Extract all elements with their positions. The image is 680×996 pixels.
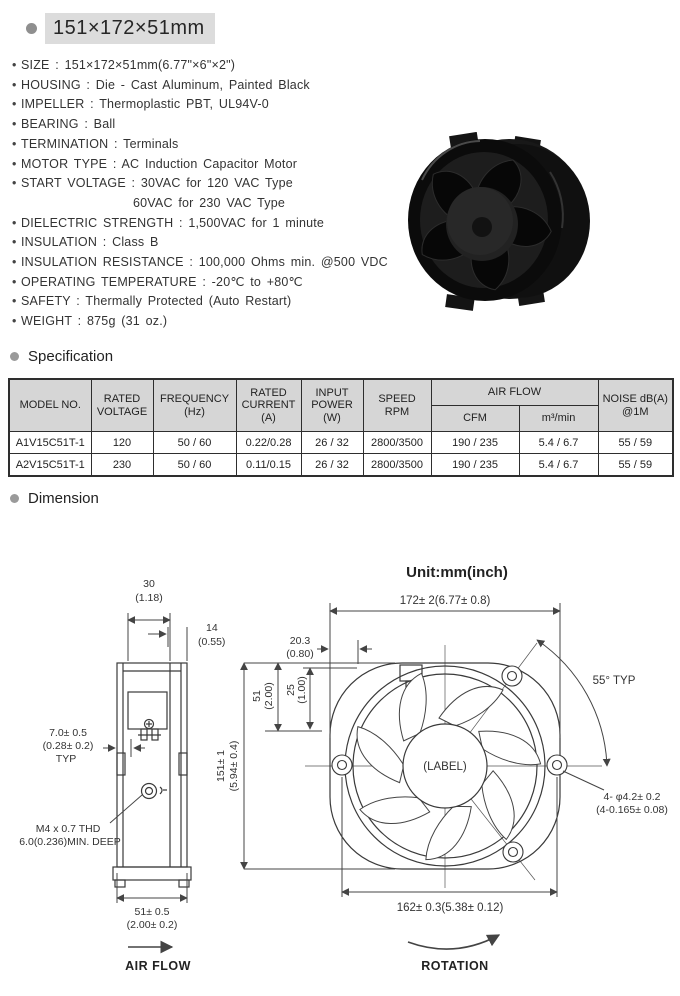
spec-list xyxy=(12,56,388,332)
col-header-noise: NOISE dB(A) @1M xyxy=(598,379,673,432)
dim-25-in: (1.00) xyxy=(296,676,308,704)
dim-7-mm: 7.0± 0.5 xyxy=(49,727,87,739)
table-row xyxy=(9,454,673,477)
dim-51-side-in: (2.00± 0.2) xyxy=(126,919,178,931)
mount-holes-callout-2: (4-0.165± 0.08) xyxy=(596,804,668,816)
cell-voltage: 230 xyxy=(91,454,153,477)
cell-m3min: 5.4 / 6.7 xyxy=(519,454,598,477)
cell-current: 0.22/0.28 xyxy=(236,432,301,454)
cell-frequency: 50 / 60 xyxy=(153,454,236,477)
fan-product-photo xyxy=(400,132,592,314)
spec-item-operating-temp: • OPERATING TEMPERATURE : -20℃ to +80℃ xyxy=(12,274,303,289)
cell-power: 26 / 32 xyxy=(301,454,363,477)
cell-voltage: 120 xyxy=(91,432,153,454)
specification-table xyxy=(8,378,674,477)
col-header-current: RATED CURRENT (A) xyxy=(236,379,301,432)
dim-162: 162± 0.3(5.38± 0.12) xyxy=(396,902,504,914)
spec-item-dielectric: • DIELECTRIC STRENGTH : 1,500VAC for 1 minute xyxy=(12,215,325,230)
cell-speed: 2800/3500 xyxy=(363,454,431,477)
title-bullet-icon xyxy=(26,23,37,34)
col-header-speed: SPEED RPM xyxy=(363,379,431,432)
dim-7-typ: TYP xyxy=(55,753,77,765)
page-title-row xyxy=(26,13,215,44)
side-view-outline xyxy=(113,663,191,887)
cell-noise: 55 / 59 xyxy=(598,454,673,477)
cell-cfm: 190 / 235 xyxy=(431,432,519,454)
cell-m3min: 5.4 / 6.7 xyxy=(519,432,598,454)
dim-203-in: (0.80) xyxy=(286,648,314,660)
cell-noise: 55 / 59 xyxy=(598,432,673,454)
col-header-power: INPUT POWER (W) xyxy=(301,379,363,432)
cell-speed: 2800/3500 xyxy=(363,432,431,454)
dim-25-mm: 25 xyxy=(285,684,297,696)
section-specification xyxy=(10,348,113,365)
rotation-label: ROTATION xyxy=(421,959,489,973)
section-bullet-icon xyxy=(10,352,19,361)
spec-item-start-voltage: • START VOLTAGE : 30VAC for 120 VAC Type xyxy=(12,176,293,191)
cell-frequency: 50 / 60 xyxy=(153,432,236,454)
spec-item-termination: • TERMINATION : Terminals xyxy=(12,136,179,151)
col-header-cfm: CFM xyxy=(431,406,519,432)
spec-item-bearing: • BEARING : Ball xyxy=(12,117,116,132)
spec-item-safety: • SAFETY : Thermally Protected (Auto Restart) xyxy=(12,294,292,309)
section-specification-label: Specification xyxy=(28,348,114,365)
air-flow-label: AIR FLOW xyxy=(125,959,191,973)
dim-203-mm: 20.3 xyxy=(289,635,311,647)
thread-callout-2: 6.0(0.236)MIN. DEEP xyxy=(19,836,121,848)
col-header-m3min: m³/min xyxy=(519,406,598,432)
section-dimension-label: Dimension xyxy=(28,490,99,507)
spec-item-motor-type: • MOTOR TYPE : AC Induction Capacitor Motor xyxy=(12,156,298,171)
spec-item-weight: • WEIGHT : 875g (31 oz.) xyxy=(12,314,168,329)
cell-model: A1V15C51T-1 xyxy=(9,432,91,454)
cell-power: 26 / 32 xyxy=(301,432,363,454)
section-bullet-icon xyxy=(10,494,19,503)
dimension-drawing xyxy=(10,543,675,995)
dim-14-mm: 14 xyxy=(206,622,218,634)
dim-30-mm: 30 xyxy=(143,578,155,590)
angle-55-label: 55° TYP xyxy=(592,675,636,687)
unit-label: Unit:mm(inch) xyxy=(406,564,508,581)
section-dimension xyxy=(10,490,99,507)
col-header-voltage: RATED VOLTAGE xyxy=(91,379,153,432)
hub-label: (LABEL) xyxy=(423,761,467,773)
cell-model: A2V15C51T-1 xyxy=(9,454,91,477)
dim-51-side-mm: 51± 0.5 xyxy=(134,906,170,918)
dim-51v-mm: 51 xyxy=(251,690,263,702)
col-header-frequency: FREQUENCY (Hz) xyxy=(153,379,236,432)
spec-item-insulation: • INSULATION : Class B xyxy=(12,235,159,250)
dim-151-mm: 151± 1 xyxy=(215,749,227,783)
mount-holes-callout-1: 4- φ4.2± 0.2 xyxy=(603,791,661,803)
dim-172: 172± 2(6.77± 0.8) xyxy=(399,595,491,607)
thread-callout-1: M4 x 0.7 THD xyxy=(35,823,101,835)
dim-30-in: (1.18) xyxy=(135,592,163,604)
spec-item-housing: • HOUSING : Die - Cast Aluminum, Painted Black xyxy=(12,77,310,92)
col-header-airflow: AIR FLOW xyxy=(431,379,598,406)
col-header-model: MODEL NO. xyxy=(9,379,91,432)
spec-item-start-voltage-2: 60VAC for 230 VAC Type xyxy=(133,195,286,210)
dim-151-in: (5.94± 0.4) xyxy=(228,740,240,792)
page-title: 151×172×51mm xyxy=(45,13,215,44)
cell-cfm: 190 / 235 xyxy=(431,454,519,477)
spec-item-impeller: • IMPELLER : Thermoplastic PBT, UL94V-0 xyxy=(12,97,269,112)
dim-14-in: (0.55) xyxy=(198,636,226,648)
dim-51v-in: (2.00) xyxy=(263,682,275,710)
table-row xyxy=(9,432,673,454)
spec-item-size: • SIZE : 151×172×51mm(6.77"×6"×2") xyxy=(12,58,236,72)
cell-current: 0.11/0.15 xyxy=(236,454,301,477)
dim-7-in: (0.28± 0.2) xyxy=(42,740,94,752)
spec-item-insulation-resistance: • INSULATION RESISTANCE : 100,000 Ohms min. @500 VDC xyxy=(12,255,388,270)
